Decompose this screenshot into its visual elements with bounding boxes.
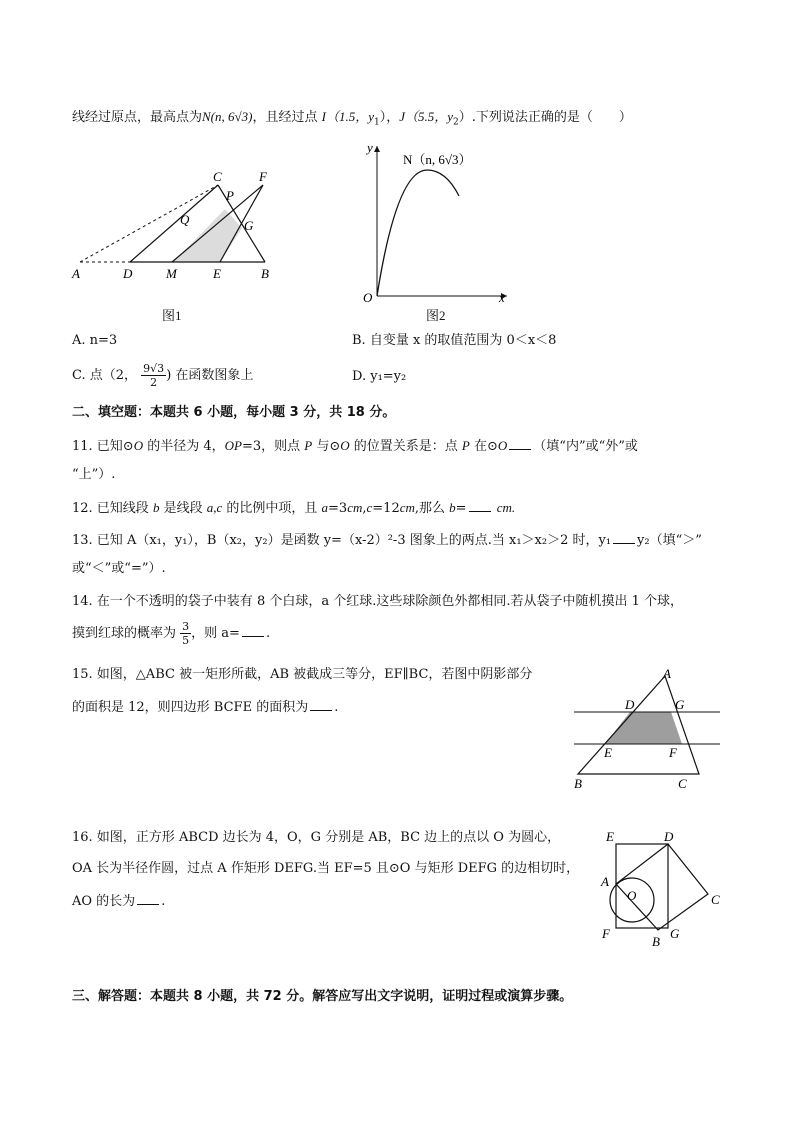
q13-answer-blank[interactable]	[613, 530, 635, 544]
q12-text-i: =	[455, 501, 467, 516]
fig1-label-g: G	[244, 218, 254, 233]
fig1-caption: 图1	[162, 308, 182, 323]
fig2-label-x: x	[499, 290, 505, 305]
q14-line-2	[72, 618, 270, 650]
q10-figure-2	[355, 140, 515, 310]
q14-text-a: 摸到红球的概率为	[72, 626, 177, 641]
q13-text: 13. 已知 A（x₁，y₁），B（x₂，y₂）是函数 y=（x-2）²-3 图象上的两点.当 x₁＞x₂＞2 时，y₁	[72, 533, 612, 548]
fig1-label-b: B	[261, 266, 269, 281]
q11-p2: P	[461, 438, 470, 453]
q14-answer-blank[interactable]	[242, 623, 264, 637]
q11-p: P	[304, 438, 313, 453]
q11-o: O	[133, 438, 144, 453]
fig2-caption: 图2	[426, 308, 446, 323]
q14-line-1: 14. 在一个不透明的袋子中装有 8 个白球，a 个红球.这些球除颜色外都相同.若从袋子中随机摸出 1 个球，	[72, 594, 684, 609]
fig1-label-c: C	[213, 169, 222, 184]
q12-b2: b	[449, 500, 456, 515]
q10-option-d	[352, 368, 406, 386]
q11-line-1	[72, 436, 638, 456]
fig2-label-n: N（n, 6√3）	[403, 152, 472, 167]
q12-cm1: cm	[347, 500, 363, 515]
q15-label-f: F	[669, 745, 677, 760]
q12-a-val: a	[321, 500, 329, 515]
q12-text-f: ,	[362, 501, 367, 516]
fig1-label-q: Q	[180, 212, 190, 227]
fig1-label-d: D	[123, 266, 133, 281]
q10-option-c-prefix: C. 点（2，	[72, 368, 138, 383]
q12-cm3: cm.	[496, 500, 516, 515]
q10-option-a-text: A. n=3	[72, 333, 118, 348]
q15-label-b: B	[574, 776, 582, 791]
fig1-label-e: E	[213, 266, 221, 281]
q10-option-c-num: 9√3	[143, 362, 165, 375]
q11-o2: O	[340, 438, 350, 453]
q16-answer-blank[interactable]	[137, 891, 159, 905]
fig1-label-a: A	[72, 266, 80, 281]
q10-option-b	[352, 332, 556, 350]
q10-point-j-sub: 2	[453, 117, 459, 128]
q15-label-g: G	[675, 697, 685, 712]
q10-option-a	[72, 332, 117, 350]
q15-shaded-region	[605, 712, 682, 744]
q14-text-end: .	[265, 626, 271, 641]
q12-text-c: 是线段	[159, 501, 207, 516]
q15-label-a: A	[663, 666, 671, 681]
q15-line-2	[72, 697, 338, 717]
q10-option-c-suffix: ) 在函数图象上	[166, 368, 254, 383]
q11-text-a: 11. 已知⊙	[72, 439, 134, 454]
q16-label-e: E	[606, 829, 614, 844]
q12-text-g: =12	[372, 501, 400, 516]
q12-cm2: cm	[399, 500, 415, 515]
q15-label-d: D	[625, 697, 635, 712]
q16-label-o: O	[627, 888, 637, 903]
q16-label-g: G	[670, 926, 680, 941]
q15-text-end: .	[334, 700, 339, 715]
q15-line-1: 15. 如图，△ABC 被一矩形所截，AB 被截成三等分，EF∥BC，若图中阴影部分	[72, 667, 533, 682]
q11-text-c: =3，则点	[241, 439, 305, 454]
q10-stem-text-2: ，且经过点	[252, 110, 318, 125]
q14-text-b: ，则 a=	[191, 626, 240, 641]
fig1-label-f: F	[259, 169, 267, 184]
q12-text-a: 12. 已知线段	[72, 501, 153, 516]
fig1-label-p: P	[226, 188, 234, 203]
q15-label-e: E	[604, 745, 612, 760]
q15-label-c: C	[678, 776, 687, 791]
q10-option-d-text: D. y₁=y₂	[352, 369, 407, 384]
q12-ac: a,c	[206, 500, 223, 515]
q11-line-2: “上”）.	[72, 467, 116, 482]
q16-label-f: F	[602, 926, 610, 941]
fig2-parabola	[377, 170, 459, 296]
q16-rect-defg-left	[616, 844, 668, 928]
q13-text-end: y₂（填“＞”	[637, 533, 702, 548]
q11-o3: O	[497, 438, 508, 453]
q15-text-a: 的面积是 12，则四边形 BCFE 的面积为	[72, 700, 309, 715]
q12-text-h: ,那么	[414, 501, 450, 516]
q10-stem	[72, 108, 632, 132]
q10-point-j-end: ）.下列说法正确的是（ ）	[458, 110, 632, 125]
q13-line-2: 或“＜”或“=”）.	[72, 561, 166, 576]
q14-frac-den: 5	[182, 634, 190, 647]
q10-point-i-end: ），	[379, 110, 400, 125]
q16-text-end: .	[161, 894, 166, 909]
q15-answer-blank[interactable]	[310, 697, 332, 711]
q11-text-f: 在⊙	[469, 439, 498, 454]
q11-text-b: 的半径为 4，	[143, 439, 225, 454]
fig1-label-m: M	[166, 266, 177, 281]
q10-point-j: J（5.5，y	[399, 109, 454, 124]
section-3-heading: 三、解答题：本题共 8 小题，共 72 分。解答应写出文字说明，证明过程或演算步骤。	[72, 989, 573, 1004]
q12-text-d: 的比例中项，且	[222, 501, 322, 516]
q10-point-n: N(n, 6√3)	[202, 109, 253, 124]
q10-option-c-fraction	[141, 362, 166, 389]
q12-text-e: =3	[328, 501, 348, 516]
q10-option-b-text: B. 自变量 x 的取值范围为 0＜x＜8	[352, 333, 557, 348]
q11-text-d: 与⊙	[312, 439, 341, 454]
q12-b: b	[152, 500, 160, 515]
q14-fraction	[180, 620, 191, 647]
q16-line-3	[72, 891, 165, 911]
fig2-label-o: O	[363, 290, 373, 305]
section-2-heading: 二、填空题：本题共 6 小题，每小题 3 分，共 18 分。	[72, 405, 396, 420]
q11-answer-blank[interactable]	[509, 436, 531, 450]
q16-square-abcd	[616, 844, 708, 930]
fig2-y-arrow	[374, 146, 380, 152]
q11-op: OP	[224, 438, 242, 453]
q12-line	[72, 498, 515, 518]
q10-point-i: I（1.5，y	[321, 109, 374, 124]
q16-text-a: AO 的长为	[72, 894, 136, 909]
q16-line-1: 16. 如图，正方形 ABCD 边长为 4，O，G 分别是 AB，BC 边上的点以 O 为圆心，	[72, 830, 561, 845]
q16-label-b: B	[652, 934, 660, 949]
q16-line-2: OA 长为半径作圆，过点 A 作矩形 DEFG.当 EF=5 且⊙O 与矩形 DEFG 的边相切时，	[72, 861, 580, 876]
q10-option-c-den: 2	[150, 376, 158, 389]
q16-label-c: C	[711, 892, 720, 907]
q11-text-e: 的位置关系是：点	[349, 439, 462, 454]
q10-stem-text: 线经过原点，最高点为	[72, 110, 203, 125]
q12-c-val: c	[366, 500, 373, 515]
q16-label-d: D	[664, 829, 674, 844]
q16-figure	[596, 826, 726, 952]
q10-figure-1	[70, 168, 280, 288]
fig2-label-y: y	[367, 140, 373, 155]
q16-label-a: A	[601, 874, 609, 889]
q12-answer-blank[interactable]	[469, 498, 491, 512]
q15-figure	[570, 664, 724, 792]
q11-text-g: （填“内”或“外”或	[533, 439, 638, 454]
q13-line-1	[72, 530, 702, 550]
q10-point-i-sub: 1	[374, 117, 380, 128]
q14-frac-num: 3	[182, 620, 190, 633]
q10-option-c	[72, 360, 253, 392]
